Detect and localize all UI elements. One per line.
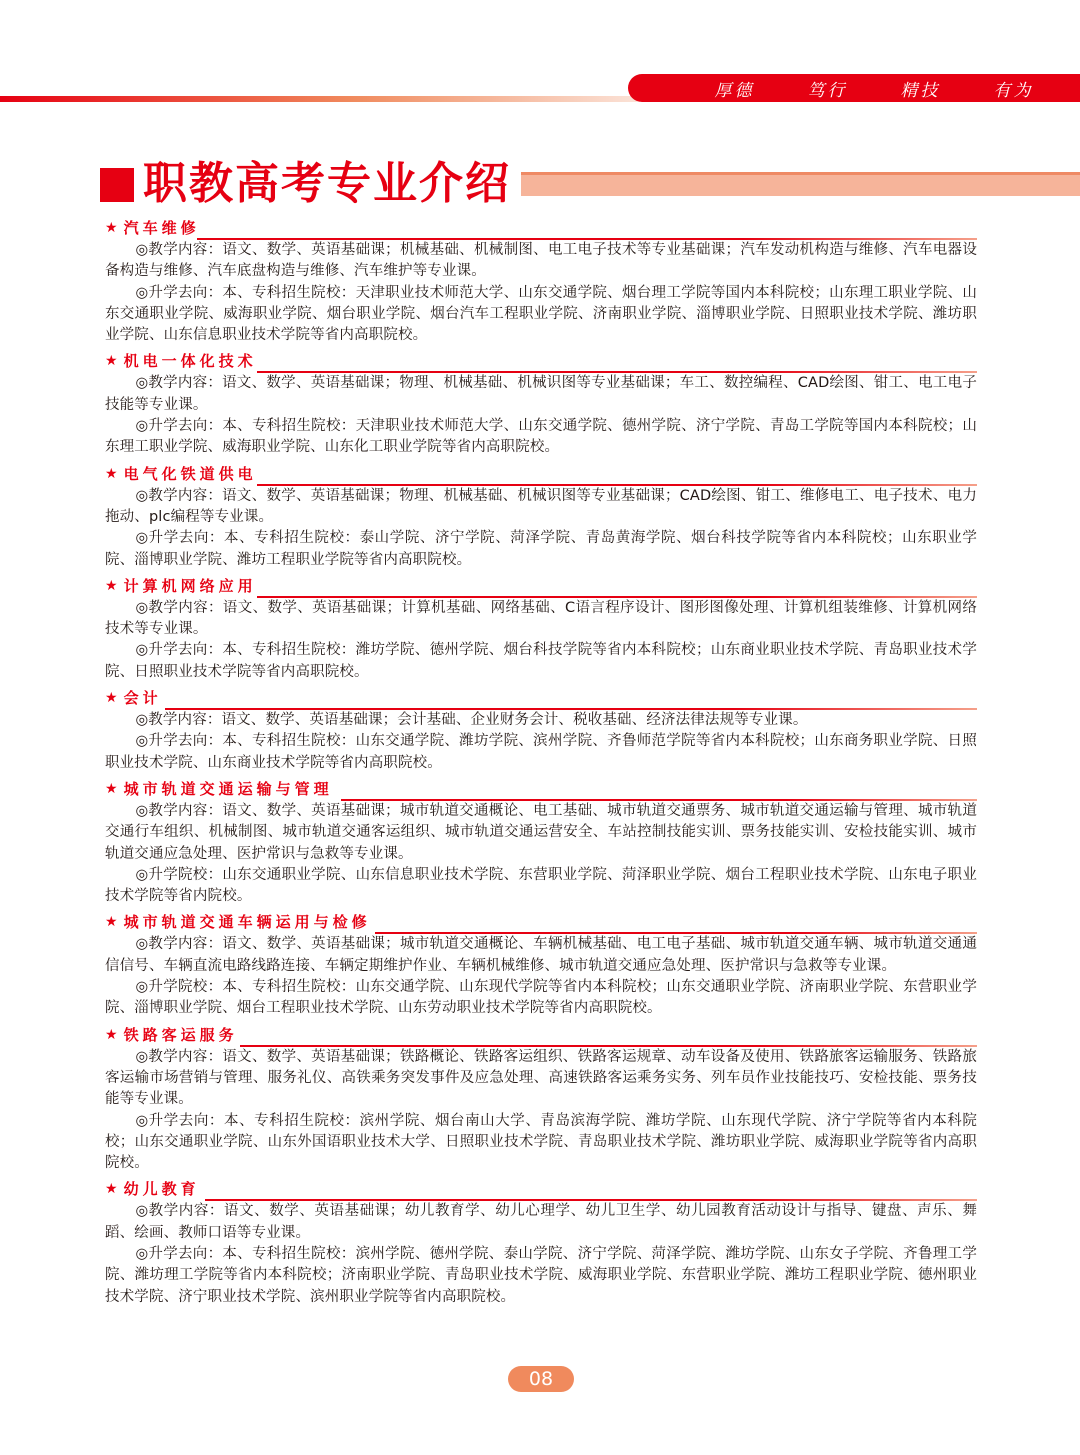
- section-divider: [197, 238, 977, 240]
- course-content: ◎教学内容：语文、数学、英语基础课；幼儿教育学、幼儿心理学、幼儿卫生学、幼儿园教育活动设计与指导、键盘、声乐、舞蹈、绘画、教师口语等专业课。: [105, 1203, 977, 1241]
- course-content: ◎教学内容：语文、数学、英语基础课；物理、机械基础、机械识图等专业基础课；车工、数控编程、CAD绘图、钳工、电工电子技能等专业课。: [105, 375, 977, 413]
- course-content: ◎教学内容：语文、数学、英语基础课；计算机基础、网络基础、C语言程序设计、图形图像处理、计算机组装维修、计算机网络技术等专业课。: [105, 599, 977, 638]
- major-section: [105, 775, 977, 907]
- section-divider: [257, 371, 977, 373]
- section-title: 幼儿教育: [123, 1180, 200, 1199]
- enrollment-schools: ◎升学去向：本、专科招生院校：潍坊学院、德州学院、烟台科技学院等省内本科院校；山东商业职业技术学院、青岛职业技术学院、日照职业技术学院等省内高职院校。: [105, 642, 977, 680]
- course-content: ◎教学内容：语文、数学、英语基础课；铁路概论、铁路客运组织、铁路客运规章、动车设备及使用、铁路旅客运输服务、铁路旅客运输市场营销与管理、服务礼仪、高铁乘务突发事件及应急处理、高速铁路客运乘务实务、列车员作业技能技巧、安检技能、票务技能等专业课。: [105, 1048, 977, 1108]
- section-title: 计算机网络应用: [123, 576, 257, 595]
- section-header: [105, 684, 977, 710]
- star-icon: ★: [105, 690, 118, 707]
- major-section: [105, 347, 977, 458]
- section-title: 机电一体化技术: [123, 352, 257, 371]
- major-section: [105, 572, 977, 683]
- enrollment-schools: ◎升学院校：山东交通职业学院、山东信息职业技术学院、东营职业学院、菏泽职业学院、烟台工程职业技术学院、山东电子职业技术学院等省内院校。: [105, 866, 977, 905]
- enrollment-schools: ◎升学去向：本、专科招生院校：滨州学院、烟台南山大学、青岛滨海学院、潍坊学院、山东现代学院、济宁学院等省内本科院校；山东交通职业学院、山东外国语职业技术大学、日照职业技术学院、青岛职业技术学院、潍坊职业学院、威海职业学院等省内高职院校。: [105, 1112, 977, 1172]
- major-section: [105, 684, 977, 774]
- enrollment-schools: ◎升学去向：本、专科招生院校：泰山学院、济宁学院、菏泽学院、青岛黄海学院、烟台科技学院等省内本科院校；山东职业学院、淄博职业学院、潍坊工程职业学院等省内高职院校。: [105, 530, 977, 568]
- section-divider: [240, 1045, 977, 1047]
- motto-word: 有为: [993, 80, 1034, 101]
- major-section: [105, 214, 977, 346]
- star-icon: ★: [105, 1026, 118, 1043]
- page-title: 职教高考专业介绍: [143, 158, 511, 209]
- section-title: 铁路客运服务: [123, 1025, 238, 1044]
- course-content: ◎教学内容：语文、数学、英语基础课；城市轨道交通概论、电工基础、城市轨道交通票务、城市轨道交通运输与管理、城市轨道交通行车组织、机械制图、城市轨道交通客运组织、城市轨道交通运营安全、车站控制技能实训、票务技能实训、安检技能实训、城市轨道交通应急处理、医护常识与急救等专业课。: [105, 802, 977, 862]
- section-title: 城市轨道交通车辆运用与检修: [123, 913, 371, 932]
- section-header: [105, 908, 977, 934]
- enrollment-schools: ◎升学院校：本、专科招生院校：山东交通学院、山东现代学院等省内本科院校；山东交通职业学院、济南职业学院、东营职业学院、淄博职业学院、烟台工程职业技术学院、山东劳动职业技术学院等省内高职院校。: [105, 979, 977, 1017]
- title-marker-square: [100, 168, 134, 202]
- course-content: ◎教学内容：语文、数学、英语基础课；机械基础、机械制图、电工电子技术等专业基础课；汽车发动机构造与维修、汽车电器设备构造与维修、汽车底盘构造与维修、汽车维护等专业课。: [105, 242, 977, 280]
- header-motto-banner: [628, 74, 1080, 102]
- section-header: [105, 775, 977, 801]
- star-icon: ★: [105, 353, 118, 370]
- section-divider: [375, 932, 977, 934]
- enrollment-schools: ◎升学去向：本、专科招生院校：天津职业技术师范大学、山东交通学院、德州学院、济宁学院、青岛工学院等国内本科院校；山东理工职业学院、威海职业学院、山东化工职业学院等省内高职院校。: [105, 418, 977, 456]
- section-title: 城市轨道交通运输与管理: [123, 779, 333, 798]
- section-divider: [257, 484, 977, 486]
- star-icon: ★: [105, 220, 118, 236]
- section-divider: [165, 708, 977, 710]
- section-divider: [257, 596, 977, 598]
- major-section: [105, 1175, 977, 1307]
- major-section: [105, 1021, 977, 1175]
- major-section: [105, 460, 977, 571]
- course-content: ◎教学内容：语文、数学、英语基础课；城市轨道交通概论、车辆机械基础、电工电子基础、城市轨道交通车辆、城市轨道交通通信信号、车辆直流电路线路连接、车辆定期维护作业、车辆机械维修、城市轨道交通应急处理、医护常识与急救等专业课。: [105, 936, 977, 974]
- course-content: ◎教学内容：语文、数学、英语基础课；物理、机械基础、机械识图等专业基础课；CAD绘图、钳工、维修电工、电子技术、电力拖动、plc编程等专业课。: [105, 487, 977, 525]
- header-gradient-line: [0, 96, 640, 102]
- enrollment-schools: ◎升学去向：本、专科招生院校：天津职业技术师范大学、山东交通学院、烟台理工学院等国内本科院校；山东理工职业学院、山东交通职业学院、威海职业学院、烟台职业学院、烟台汽车工程职业学院、济南职业学院、淄博职业学院、日照职业技术学院、潍坊职业学院、山东信息职业技术学院等省内高职院校。: [105, 284, 977, 344]
- motto-word: 笃行: [807, 80, 848, 101]
- star-icon: ★: [105, 914, 118, 931]
- section-header: [105, 1021, 977, 1047]
- major-list: [105, 214, 977, 1309]
- section-title: 电气化铁道供电: [123, 464, 257, 483]
- section-header: [105, 347, 977, 373]
- major-section: [105, 908, 977, 1019]
- section-title: 会计: [123, 689, 162, 708]
- section-header: [105, 214, 977, 240]
- section-header: [105, 572, 977, 598]
- course-content: ◎教学内容：语文、数学、英语基础课；会计基础、企业财务会计、税收基础、经济法律法规等专业课。: [135, 712, 808, 729]
- star-icon: ★: [105, 577, 118, 594]
- section-header: [105, 1175, 977, 1201]
- motto-word: 精技: [900, 80, 941, 101]
- star-icon: ★: [105, 465, 118, 482]
- section-divider: [205, 1199, 977, 1201]
- star-icon: ★: [105, 780, 118, 797]
- motto-word: 厚德: [714, 80, 755, 101]
- page-number: 08: [508, 1366, 574, 1392]
- section-header: [105, 460, 977, 486]
- enrollment-schools: ◎升学去向：本、专科招生院校：滨州学院、德州学院、泰山学院、济宁学院、菏泽学院、潍坊学院、山东女子学院、齐鲁理工学院、潍坊理工学院等省内本科院校；济南职业学院、青岛职业技术学院、威海职业学院、东营职业学院、潍坊工程职业学院、德州职业技术学院、济宁职业技术学院、滨州职业学院等省内高职院校。: [105, 1245, 977, 1305]
- section-title: 汽车维修: [123, 219, 200, 237]
- star-icon: ★: [105, 1181, 118, 1198]
- title-decorative-bar: [521, 172, 1080, 196]
- section-divider: [341, 799, 977, 801]
- enrollment-schools: ◎升学去向：本、专科招生院校：山东交通学院、潍坊学院、滨州学院、齐鲁师范学院等省内本科院校；山东商务职业学院、日照职业技术学院、山东商业技术学院等省内高职院校。: [105, 733, 977, 771]
